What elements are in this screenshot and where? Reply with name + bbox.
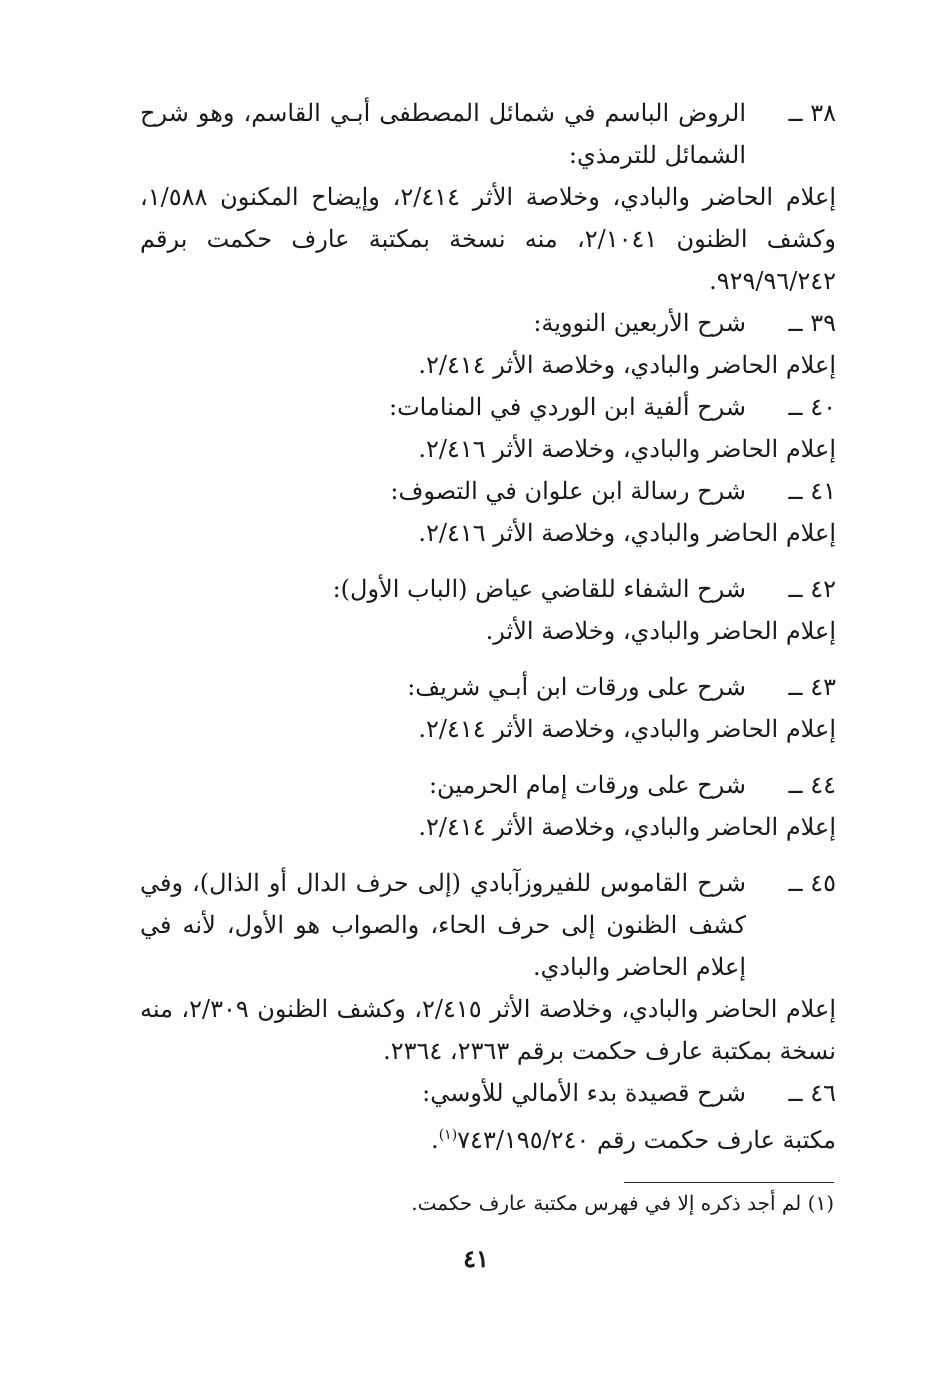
entry-40: [140, 386, 836, 428]
entry-43: [140, 666, 836, 708]
entry-title: شرح قصيدة بدء الأمالي للأوسي:: [422, 1079, 746, 1107]
entry-number: ٤١ ــ: [788, 477, 836, 505]
entry-title: شرح رسالة ابن علوان في التصوف:: [390, 477, 746, 505]
entries-list: [140, 92, 836, 1161]
entry-source: إعلام الحاضر والبادي، وخلاصة الأثر ٢/٤١٦.: [418, 519, 836, 547]
entry-46: [140, 1072, 836, 1114]
entry-title: شرح على ورقات ابن أبـي شريف:: [407, 673, 746, 701]
entry-number: ٣٩ ــ: [788, 309, 836, 337]
entry-source: [140, 1114, 836, 1161]
entry-number: ٤٠ ــ: [788, 393, 836, 421]
entry-41: [140, 470, 836, 512]
entry-number: ٣٨ ــ: [788, 99, 836, 127]
entry-number: ٤٤ ــ: [788, 771, 836, 799]
entry-44: [140, 764, 836, 806]
footnote-divider: [624, 1182, 834, 1183]
entry-source: إعلام الحاضر والبادي، وخلاصة الأثر ٢/٤١٥، وكشف الظنون ٢/٣٠٩، منه نسخة بمكتبة عارف حكمت برقم ٢٣٦٣، ٢٣٦٤.: [140, 995, 836, 1065]
entry-source-text: مكتبة عارف حكمت رقم ٧٤٣/١٩٥/٢٤٠: [457, 1126, 836, 1154]
entry-source: إعلام الحاضر والبادي، وخلاصة الأثر ٢/٤١٤.: [418, 715, 836, 743]
entry-number: ٤٣ ــ: [788, 673, 836, 701]
entry-title: شرح الأربعين النووية:: [533, 309, 746, 337]
entry-source: إعلام الحاضر والبادي، وخلاصة الأثر ٢/٤١٤، وإيضاح المكنون ١/٥٨٨، وكشف الظنون ٢/١٠٤١، منه نسخة بمكتبة عارف حكمت برقم ٩٢٩/٩٦/٢٤٢.: [140, 183, 836, 295]
entry-38: [140, 92, 836, 176]
entry-title: الروض الباسم في شمائل المصطفى أبـي القاسم، وهو شرح الشمائل للترمذي:: [140, 99, 746, 169]
entry-title: شرح القاموس للفيروزآبادي (إلى حرف الدال أو الذال)، وفي كشف الظنون إلى حرف الحاء، والصواب هو الأول، لأنه في إعلام الحاضر والبادي.: [140, 869, 746, 981]
entry-source: إعلام الحاضر والبادي، وخلاصة الأثر ٢/٤١٤.: [418, 351, 836, 379]
entry-source-end: .: [431, 1126, 439, 1154]
entry-source: إعلام الحاضر والبادي، وخلاصة الأثر ٢/٤١٦.: [418, 435, 836, 463]
entry-number: ٤٥ ــ: [788, 869, 836, 897]
entry-number: ٤٦ ــ: [788, 1079, 836, 1107]
footnote-reference: (١): [438, 1127, 458, 1143]
entry-39: [140, 302, 836, 344]
page-number: ٤١: [463, 1244, 489, 1273]
entry-45: [140, 862, 836, 988]
entry-title: شرح على ورقات إمام الحرمين:: [428, 771, 746, 799]
entry-number: ٤٢ ــ: [788, 575, 836, 603]
entry-source: إعلام الحاضر والبادي، وخلاصة الأثر ٢/٤١٤.: [418, 813, 836, 841]
entry-title: شرح ألفية ابن الوردي في المنامات:: [388, 393, 746, 421]
entry-42: [140, 568, 836, 610]
entry-title: شرح الشفاء للقاضي عياض (الباب الأول):: [332, 575, 746, 603]
footnote: (١) لم أجد ذكره إلا في فهرس مكتبة عارف حكمت.: [411, 1191, 834, 1215]
entry-source: إعلام الحاضر والبادي، وخلاصة الأثر.: [485, 617, 836, 645]
